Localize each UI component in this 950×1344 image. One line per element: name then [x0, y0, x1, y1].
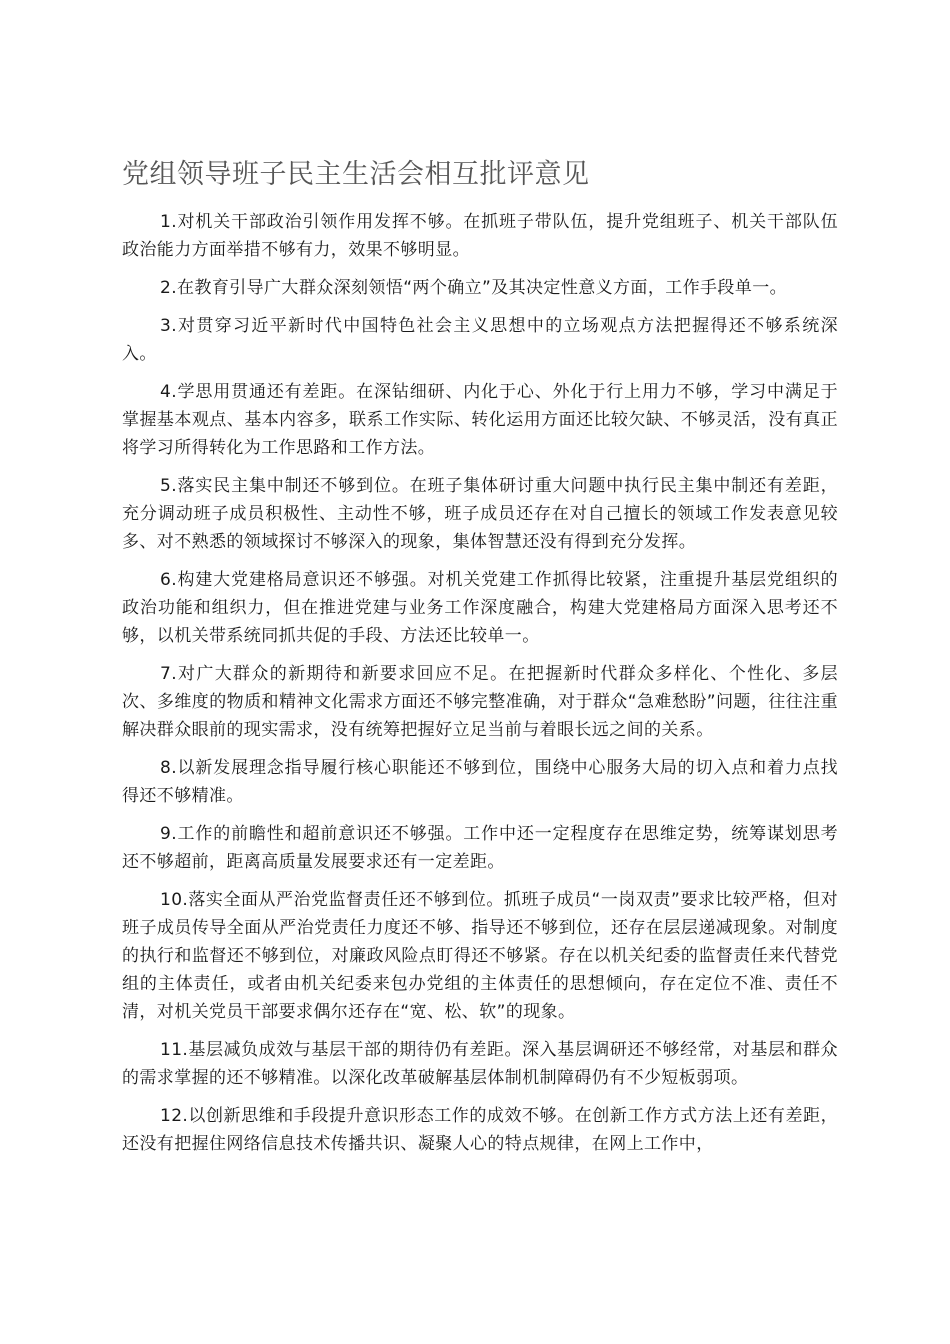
paragraph-11: 11.基层减负成效与基层干部的期待仍有差距。深入基层调研还不够经常，对基层和群众的需求掌握的还不够精准。以深化改革破解基层体制机制障碍仍有不少短板弱项。 [122, 1040, 838, 1088]
paragraph-6: 6.构建大党建格局意识还不够强。对机关党建工作抓得比较紧，注重提升基层党组织的政治功能和组织力，但在推进党建与业务工作深度融合，构建大党建格局方面深入思考还不够，以机关带系统同抓共促的手段、方法还比较单一。 [122, 570, 838, 646]
document-body [122, 208, 838, 1168]
paragraph-5: 5.落实民主集中制还不够到位。在班子集体研讨重大问题中执行民主集中制还有差距，充分调动班子成员积极性、主动性不够，班子成员还存在对自己擅长的领域工作发表意见较多、对不熟悉的领域探讨不够深入的现象，集体智慧还没有得到充分发挥。 [122, 476, 838, 552]
paragraph-10: 10.落实全面从严治党监督责任还不够到位。抓班子成员“一岗双责”要求比较严格，但对班子成员传导全面从严治党责任力度还不够、指导还不够到位，还存在层层递减现象。对制度的执行和监督还不够到位，对廉政风险点盯得还不够紧。存在以机关纪委的监督责任来代替党组的主体责任，或者由机关纪委来包办党组的主体责任的思想倾向，存在定位不准、责任不清，对机关党员干部要求偶尔还存在“宽、松、软”的现象。 [122, 890, 838, 1022]
paragraph-12: 12.以创新思维和手段提升意识形态工作的成效不够。在创新工作方式方法上还有差距，还没有把握住网络信息技术传播共识、凝聚人心的特点规律，在网上工作中， [122, 1106, 838, 1154]
paragraph-1: 1.对机关干部政治引领作用发挥不够。在抓班子带队伍，提升党组班子、机关干部队伍政治能力方面举措不够有力，效果不够明显。 [122, 212, 838, 260]
paragraph-3: 3.对贯穿习近平新时代中国特色社会主义思想中的立场观点方法把握得还不够系统深入。 [122, 316, 838, 364]
paragraph-4: 4.学思用贯通还有差距。在深钻细研、内化于心、外化于行上用力不够，学习中满足于掌握基本观点、基本内容多，联系工作实际、转化运用方面还比较欠缺、不够灵活，没有真正将学习所得转化为工作思路和工作方法。 [122, 382, 838, 458]
paragraph-2: 2.在教育引导广大群众深刻领悟“两个确立”及其决定性意义方面，工作手段单一。 [160, 278, 788, 298]
document-title: 党组领导班子民主生活会相互批评意见 [122, 159, 590, 190]
paragraph-7: 7.对广大群众的新期待和新要求回应不足。在把握新时代群众多样化、个性化、多层次、多维度的物质和精神文化需求方面还不够完整准确，对于群众“急难愁盼”问题，往往注重解决群众眼前的现实需求，没有统筹把握好立足当前与着眼长远之间的关系。 [122, 664, 838, 740]
paragraph-9: 9.工作的前瞻性和超前意识还不够强。工作中还一定程度存在思维定势，统筹谋划思考还不够超前，距离高质量发展要求还有一定差距。 [122, 824, 838, 872]
paragraph-8: 8.以新发展理念指导履行核心职能还不够到位，围绕中心服务大局的切入点和着力点找得还不够精准。 [122, 758, 838, 806]
